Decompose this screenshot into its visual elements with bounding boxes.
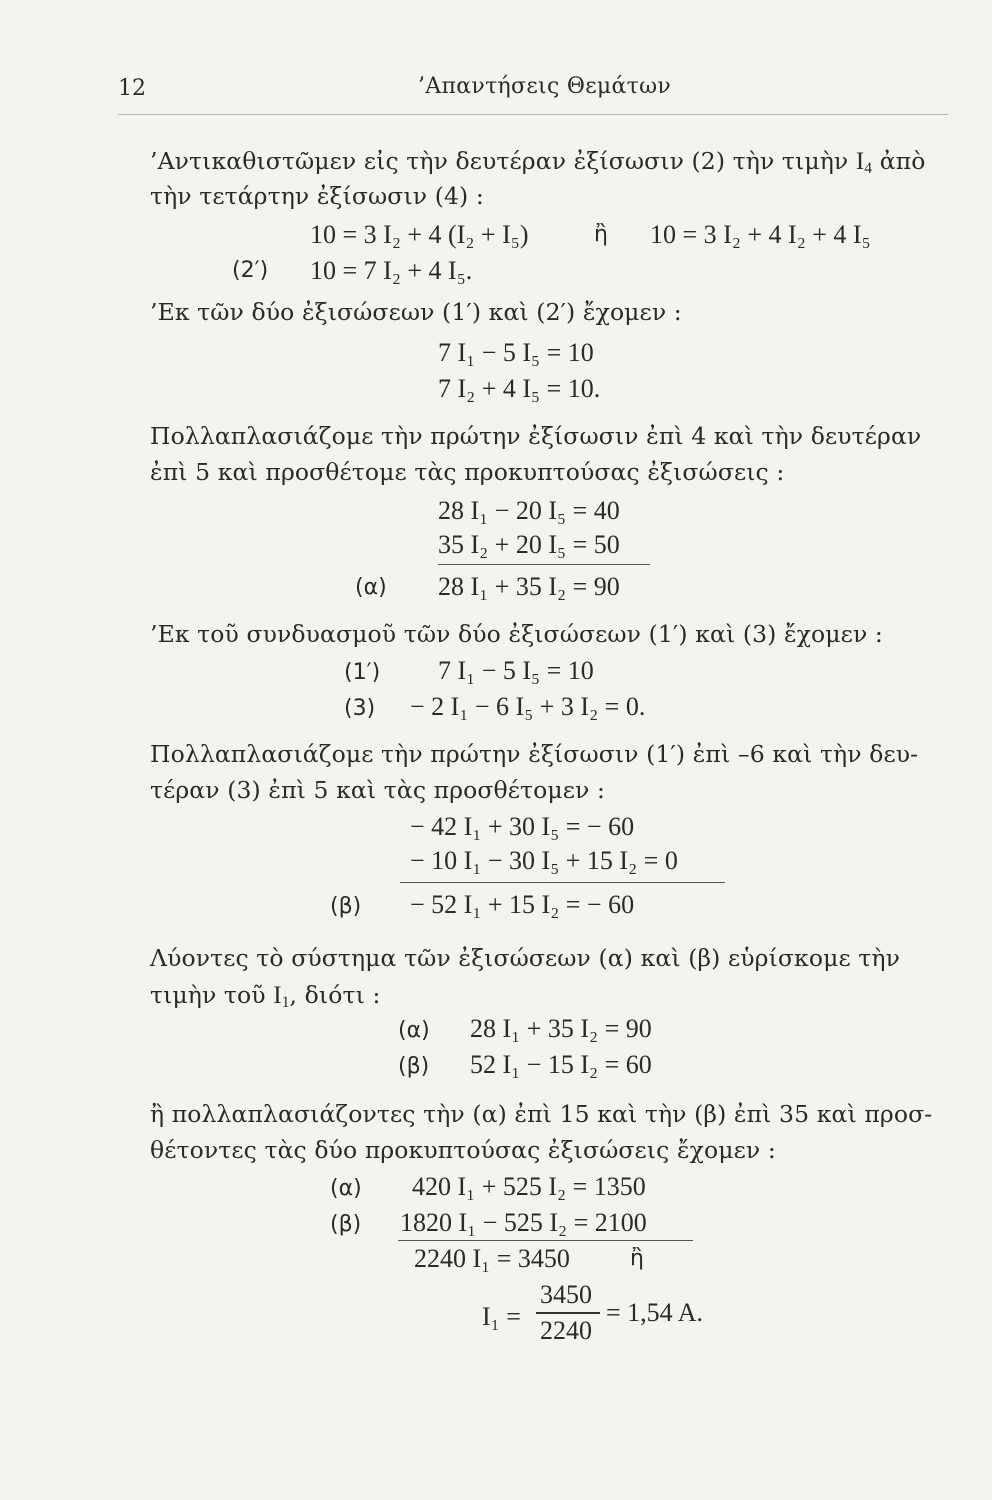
paragraph-7-line-2: θέτοντες τὰς δύο προκυπτούσας ἐξισώσεις ἔχομεν :	[150, 1136, 776, 1164]
sum-rule-3	[398, 1240, 693, 1241]
paragraph-5-line-1: Πολλαπλασιάζομε τὴν πρώτην ἐξίσωσιν (1′) ἐπὶ –6 καὶ τὴν δευ-	[150, 740, 919, 768]
label-1-prime: (1′)	[344, 660, 381, 685]
label-beta-1: (β)	[330, 894, 362, 919]
paragraph-6-tail: , διότι :	[289, 981, 381, 1009]
paragraph-3-line-2: ἐπὶ 5 καὶ προσθέτομε τὰς προκυπτούσας ἐξισώσεις :	[150, 458, 785, 486]
header-rule	[118, 114, 948, 115]
equation-12: − 52 I₁ + 15 I₂ = − 60	[410, 890, 635, 919]
equation-3: 7 I₁ − 5 I₅ = 10	[438, 338, 594, 367]
equation-2: 10 = 7 I₂ + 4 I₅.	[310, 256, 473, 285]
equation-7: 28 I₁ + 35 I₂ = 90	[438, 572, 620, 601]
label-2-prime: (2′)	[232, 258, 269, 283]
subscript-4: 4	[864, 159, 873, 177]
equation-15: 420 I₁ + 525 I₂ = 1350	[412, 1172, 646, 1201]
running-head: ’Απαντήσεις Θεμάτων	[418, 74, 672, 99]
equation-10: − 42 I₁ + 30 I₅ = − 60	[410, 812, 635, 841]
label-alpha-2: (α)	[398, 1018, 430, 1043]
fraction-bar	[536, 1312, 600, 1314]
equation-8: 7 I₁ − 5 I₅ = 10	[438, 656, 594, 685]
fraction-numerator: 3450	[540, 1280, 592, 1309]
paragraph-4: ’Εκ τοῦ συνδυασμοῦ τῶν δύο ἐξισώσεων (1′) καὶ (3) ἔχομεν :	[150, 620, 883, 648]
sum-rule-1	[438, 564, 650, 565]
paragraph-3-line-1: Πολλαπλασιάζομε τὴν πρώτην ἐξίσωσιν ἐπὶ 4 καὶ τὴν δευτέραν	[150, 422, 922, 450]
equation-5: 28 I₁ − 20 I₅ = 40	[438, 496, 620, 525]
equation-14: 52 I₁ − 15 I₂ = 60	[470, 1050, 652, 1079]
or-word-2: ἢ	[630, 1246, 644, 1271]
fraction-result: = 1,54 A.	[606, 1298, 704, 1327]
paragraph-6-line-1: Λύοντες τὸ σύστημα τῶν ἐξισώσεων (α) καὶ (β) εὑρίσκομε τὴν	[150, 944, 900, 972]
paragraph-6-text: τιμὴν τοῦ	[150, 981, 266, 1009]
equation-16: 1820 I₁ − 525 I₂ = 2100	[400, 1208, 647, 1237]
fraction-denominator: 2240	[540, 1316, 592, 1345]
paragraph-1-text: ’Αντικαθιστῶμεν εἰς τὴν δευτέραν ἐξίσωσιν (2) τὴν τιμὴν	[150, 147, 849, 175]
equation-11: − 10 I₁ − 30 I₅ + 15 I₂ = 0	[410, 846, 678, 875]
equation-6: 35 I₂ + 20 I₅ = 50	[438, 530, 620, 559]
or-word: ἢ	[594, 222, 608, 247]
paragraph-1-line-1	[150, 146, 926, 178]
equation-9: − 2 I₁ − 6 I₅ + 3 I₂ = 0.	[410, 692, 646, 721]
equation-17: 2240 I₁ = 3450	[414, 1244, 570, 1273]
paragraph-6-line-2	[150, 980, 381, 1012]
equation-1a: 10 = 3 I₂ + 4 (I₂ + I₅)	[310, 220, 529, 249]
i-letter: I	[855, 148, 865, 175]
fraction-lhs: I₁ =	[482, 1302, 521, 1331]
page-number: 12	[118, 76, 146, 101]
equation-4: 7 I₂ + 4 I₅ = 10.	[438, 374, 601, 403]
equation-1b: 10 = 3 I₂ + 4 I₂ + 4 I₅	[650, 220, 871, 249]
label-3: (3)	[344, 696, 376, 721]
paragraph-7-line-1: ἢ πολλαπλασιάζοντες τὴν (α) ἐπὶ 15 καὶ τὴν (β) ἐπὶ 35 καὶ προσ-	[150, 1100, 933, 1128]
paragraph-2: ’Εκ τῶν δύο ἐξισώσεων (1′) καὶ (2′) ἔχομεν :	[150, 298, 682, 326]
current-symbol-i1	[273, 982, 289, 1009]
paragraph-1-tail: ἀπὸ	[879, 147, 926, 175]
sum-rule-2	[400, 882, 725, 883]
subscript-1: 1	[281, 993, 290, 1011]
label-alpha-1: (α)	[355, 575, 387, 600]
paragraph-1-line-2: τὴν τετάρτην ἐξίσωσιν (4) :	[150, 182, 484, 210]
label-alpha-3: (α)	[330, 1176, 362, 1201]
paragraph-5-line-2: τέραν (3) ἐπὶ 5 καὶ τὰς προσθέτομεν :	[150, 776, 606, 804]
equation-13: 28 I₁ + 35 I₂ = 90	[470, 1014, 652, 1043]
label-beta-3: (β)	[330, 1212, 362, 1237]
label-beta-2: (β)	[398, 1054, 430, 1079]
i-letter: I	[273, 982, 282, 1009]
current-symbol-i4	[856, 148, 872, 175]
